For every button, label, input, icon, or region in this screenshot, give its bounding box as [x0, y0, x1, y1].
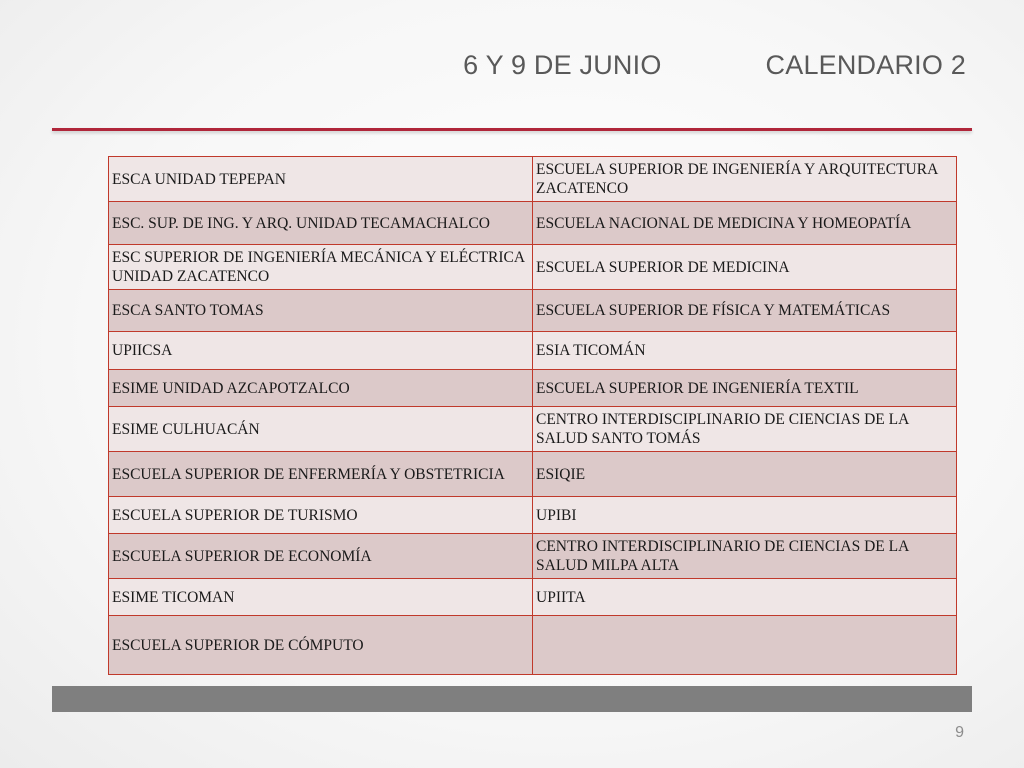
table-row [109, 290, 957, 332]
table-row [109, 332, 957, 370]
table-cell-left: ESCUELA SUPERIOR DE CÓMPUTO [109, 616, 533, 675]
table-cell-left: ESC SUPERIOR DE INGENIERÍA MECÁNICA Y ELÉCTRICA UNIDAD ZACATENCO [109, 245, 533, 290]
table-cell-right: ESCUELA SUPERIOR DE FÍSICA Y MATEMÁTICAS [533, 290, 957, 332]
table-row [109, 579, 957, 616]
table-cell-right: CENTRO INTERDISCIPLINARIO DE CIENCIAS DE LA SALUD MILPA ALTA [533, 534, 957, 579]
table-row [109, 452, 957, 497]
table-row [109, 534, 957, 579]
table-cell-left: ESIME UNIDAD AZCAPOTZALCO [109, 370, 533, 407]
table-cell-left: ESC. SUP. DE ING. Y ARQ. UNIDAD TECAMACHALCO [109, 202, 533, 245]
table-row [109, 616, 957, 675]
table-cell-right: ESIA TICOMÁN [533, 332, 957, 370]
page-number: 9 [955, 724, 964, 741]
title-date: 6 Y 9 DE JUNIO [463, 50, 662, 80]
table-cell-left: ESCA SANTO TOMAS [109, 290, 533, 332]
table-row [109, 245, 957, 290]
table-cell-right: ESCUELA SUPERIOR DE MEDICINA [533, 245, 957, 290]
table-row [109, 157, 957, 202]
table-row [109, 202, 957, 245]
table-cell-right: CENTRO INTERDISCIPLINARIO DE CIENCIAS DE LA SALUD SANTO TOMÁS [533, 407, 957, 452]
table-cell-left: ESCUELA SUPERIOR DE TURISMO [109, 497, 533, 534]
table-row [109, 370, 957, 407]
title-calendar: CALENDARIO 2 [765, 50, 966, 80]
table-cell-right: ESIQIE [533, 452, 957, 497]
table-cell-left: ESCA UNIDAD TEPEPAN [109, 157, 533, 202]
table-row [109, 497, 957, 534]
table-cell-right: ESCUELA SUPERIOR DE INGENIERÍA TEXTIL [533, 370, 957, 407]
table-cell-left: ESIME TICOMAN [109, 579, 533, 616]
slide-title [0, 50, 966, 81]
table-cell-right: ESCUELA NACIONAL DE MEDICINA Y HOMEOPATÍA [533, 202, 957, 245]
table-cell-left: ESCUELA SUPERIOR DE ENFERMERÍA Y OBSTETRICIA [109, 452, 533, 497]
table-cell-right: UPIBI [533, 497, 957, 534]
title-divider [52, 128, 972, 131]
table-cell-right [533, 616, 957, 675]
table-cell-right: UPIITA [533, 579, 957, 616]
table-cell-left: ESIME CULHUACÁN [109, 407, 533, 452]
table-row [109, 407, 957, 452]
table-cell-left: ESCUELA SUPERIOR DE ECONOMÍA [109, 534, 533, 579]
footer-bar [52, 686, 972, 712]
table-cell-left: UPIICSA [109, 332, 533, 370]
schools-table [108, 156, 957, 675]
table-cell-right: ESCUELA SUPERIOR DE INGENIERÍA Y ARQUITECTURA ZACATENCO [533, 157, 957, 202]
